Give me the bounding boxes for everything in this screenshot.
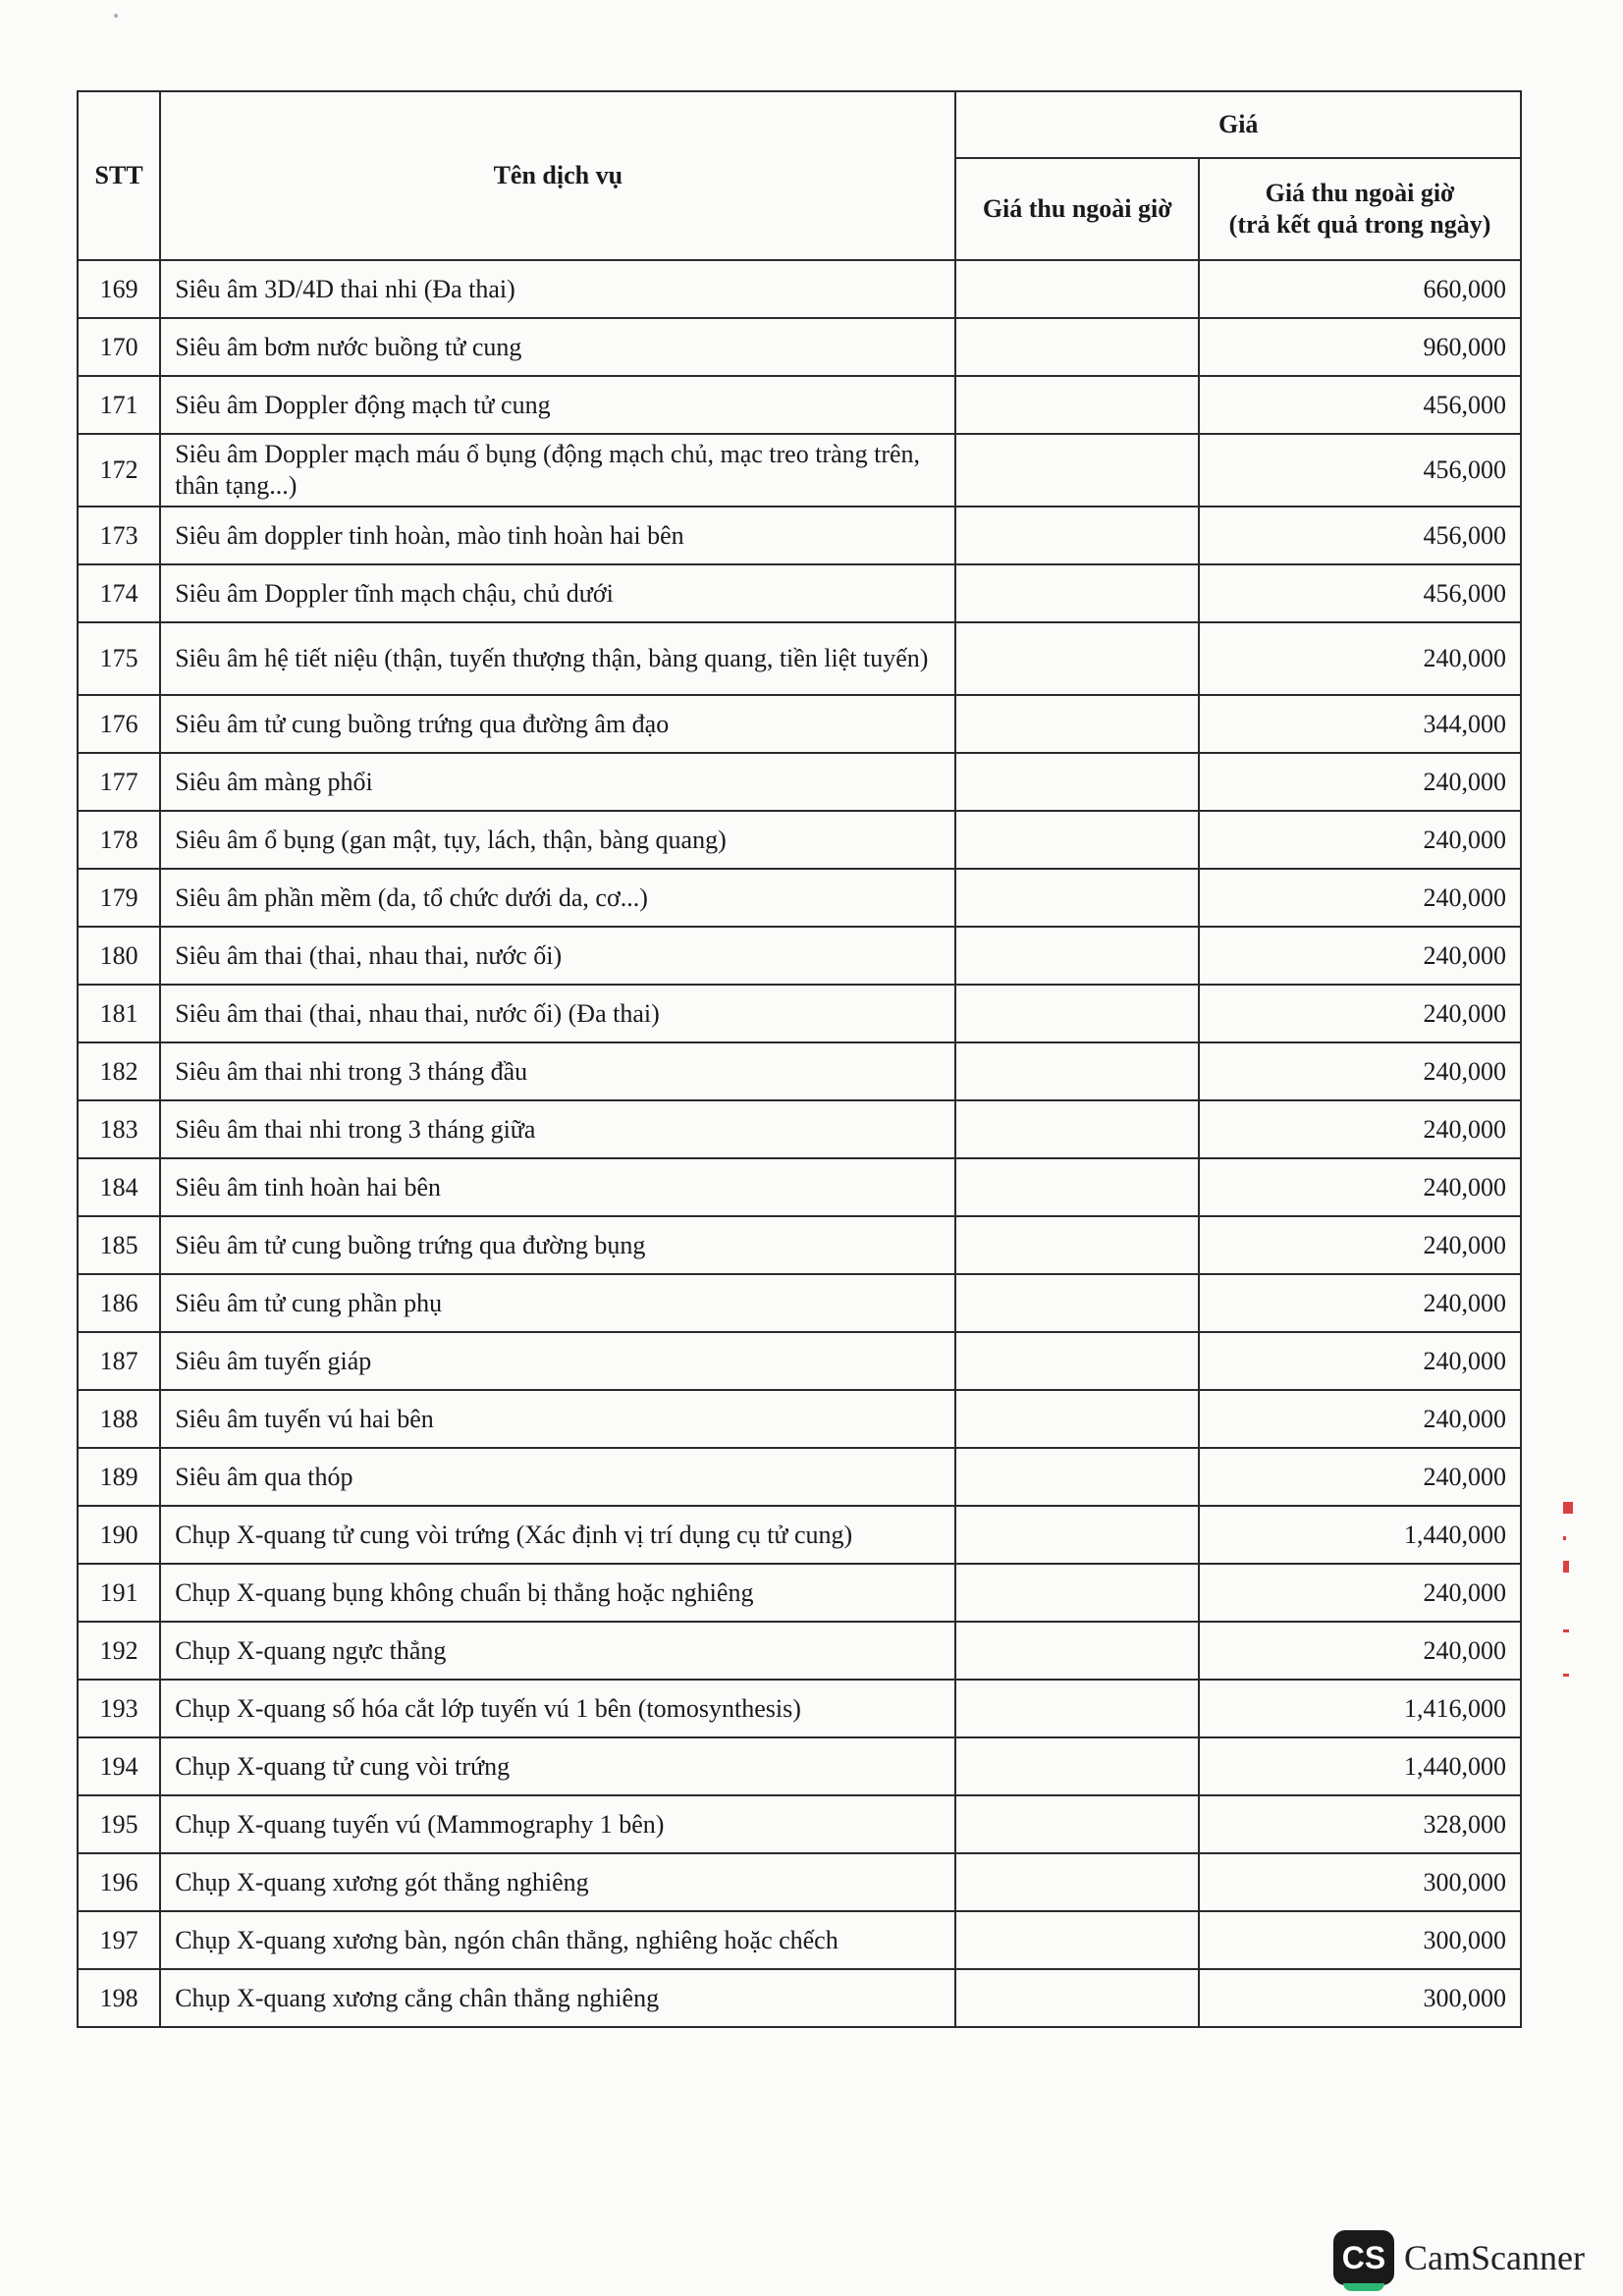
row-service-name: Siêu âm hệ tiết niệu (thận, tuyến thượng thận, bàng quang, tiền liệt tuyến) <box>160 622 955 695</box>
table-row <box>78 811 1521 869</box>
row-service-name: Chụp X-quang bụng không chuẩn bị thẳng hoặc nghiêng <box>160 1564 955 1622</box>
table-row <box>78 1737 1521 1795</box>
row-price-same-day: 240,000 <box>1199 1390 1521 1448</box>
row-price-after-hours <box>955 695 1199 753</box>
table-row <box>78 1564 1521 1622</box>
row-price-after-hours <box>955 622 1199 695</box>
header-stt: STT <box>78 91 160 260</box>
table-row <box>78 507 1521 564</box>
row-price-after-hours <box>955 507 1199 564</box>
header-price-after-hours: Giá thu ngoài giờ <box>955 158 1199 260</box>
row-stt: 172 <box>78 434 160 507</box>
row-price-same-day: 300,000 <box>1199 1969 1521 2027</box>
table-row <box>78 1390 1521 1448</box>
table-row <box>78 1795 1521 1853</box>
row-price-after-hours <box>955 985 1199 1042</box>
margin-mark <box>1563 1629 1569 1632</box>
row-price-same-day: 1,440,000 <box>1199 1506 1521 1564</box>
table-row <box>78 1042 1521 1100</box>
row-service-name: Siêu âm thai (thai, nhau thai, nước ối) <box>160 927 955 985</box>
row-price-same-day: 1,440,000 <box>1199 1737 1521 1795</box>
row-stt: 171 <box>78 376 160 434</box>
table-row <box>78 1100 1521 1158</box>
row-price-same-day: 240,000 <box>1199 869 1521 927</box>
row-service-name: Chụp X-quang số hóa cắt lớp tuyến vú 1 bên (tomosynthesis) <box>160 1680 955 1737</box>
margin-mark <box>1563 1502 1573 1514</box>
row-service-name: Siêu âm tử cung buồng trứng qua đường bụng <box>160 1216 955 1274</box>
row-service-name: Siêu âm Doppler động mạch tử cung <box>160 376 955 434</box>
price-table <box>77 90 1522 2028</box>
row-price-after-hours <box>955 1448 1199 1506</box>
row-stt: 189 <box>78 1448 160 1506</box>
row-price-same-day: 660,000 <box>1199 260 1521 318</box>
table-row <box>78 260 1521 318</box>
margin-mark <box>1563 1674 1569 1677</box>
row-price-same-day: 240,000 <box>1199 985 1521 1042</box>
row-price-same-day: 1,416,000 <box>1199 1680 1521 1737</box>
row-stt: 184 <box>78 1158 160 1216</box>
row-price-after-hours <box>955 1969 1199 2027</box>
row-service-name: Siêu âm thai nhi trong 3 tháng đầu <box>160 1042 955 1100</box>
row-price-same-day: 240,000 <box>1199 1216 1521 1274</box>
row-stt: 180 <box>78 927 160 985</box>
row-service-name: Chụp X-quang tử cung vòi trứng <box>160 1737 955 1795</box>
row-price-after-hours <box>955 869 1199 927</box>
row-stt: 192 <box>78 1622 160 1680</box>
camscanner-logo-icon: CS <box>1333 2230 1394 2285</box>
row-price-same-day: 300,000 <box>1199 1911 1521 1969</box>
row-stt: 182 <box>78 1042 160 1100</box>
table-row <box>78 1448 1521 1506</box>
row-price-after-hours <box>955 434 1199 507</box>
row-price-after-hours <box>955 1680 1199 1737</box>
margin-annotations <box>1561 1414 1585 1708</box>
row-price-after-hours <box>955 318 1199 376</box>
table-row <box>78 1622 1521 1680</box>
margin-mark <box>1563 1536 1566 1540</box>
table-row <box>78 927 1521 985</box>
row-price-after-hours <box>955 927 1199 985</box>
row-price-after-hours <box>955 1332 1199 1390</box>
row-stt: 176 <box>78 695 160 753</box>
table-row <box>78 1680 1521 1737</box>
row-price-same-day: 300,000 <box>1199 1853 1521 1911</box>
table-row <box>78 1274 1521 1332</box>
row-price-same-day: 456,000 <box>1199 376 1521 434</box>
row-price-after-hours <box>955 1564 1199 1622</box>
row-service-name: Siêu âm thai (thai, nhau thai, nước ối) (Đa thai) <box>160 985 955 1042</box>
row-price-after-hours <box>955 1911 1199 1969</box>
row-service-name: Siêu âm tinh hoàn hai bên <box>160 1158 955 1216</box>
row-price-same-day: 344,000 <box>1199 695 1521 753</box>
row-stt: 185 <box>78 1216 160 1274</box>
table-row <box>78 869 1521 927</box>
row-price-after-hours <box>955 811 1199 869</box>
header-service-name: Tên dịch vụ <box>160 91 955 260</box>
table-row <box>78 985 1521 1042</box>
row-price-same-day: 960,000 <box>1199 318 1521 376</box>
row-stt: 178 <box>78 811 160 869</box>
row-price-after-hours <box>955 260 1199 318</box>
row-price-same-day: 240,000 <box>1199 1158 1521 1216</box>
table-row <box>78 695 1521 753</box>
row-service-name: Chụp X-quang xương cẳng chân thẳng nghiêng <box>160 1969 955 2027</box>
scan-speck <box>114 14 118 18</box>
row-price-after-hours <box>955 1506 1199 1564</box>
row-price-after-hours <box>955 1158 1199 1216</box>
row-service-name: Chụp X-quang xương bàn, ngón chân thẳng, nghiêng hoặc chếch <box>160 1911 955 1969</box>
row-price-same-day: 240,000 <box>1199 1332 1521 1390</box>
table-row <box>78 318 1521 376</box>
row-price-after-hours <box>955 1100 1199 1158</box>
row-stt: 186 <box>78 1274 160 1332</box>
row-service-name: Chụp X-quang ngực thẳng <box>160 1622 955 1680</box>
row-service-name: Siêu âm thai nhi trong 3 tháng giữa <box>160 1100 955 1158</box>
row-stt: 198 <box>78 1969 160 2027</box>
camscanner-watermark <box>1333 2230 1585 2285</box>
row-service-name: Siêu âm bơm nước buồng tử cung <box>160 318 955 376</box>
row-service-name: Siêu âm phần mềm (da, tổ chức dưới da, cơ...) <box>160 869 955 927</box>
row-service-name: Siêu âm 3D/4D thai nhi (Đa thai) <box>160 260 955 318</box>
row-price-same-day: 240,000 <box>1199 927 1521 985</box>
table-row <box>78 1853 1521 1911</box>
row-stt: 173 <box>78 507 160 564</box>
row-stt: 195 <box>78 1795 160 1853</box>
row-price-same-day: 456,000 <box>1199 564 1521 622</box>
header-price-group: Giá <box>955 91 1521 158</box>
row-price-after-hours <box>955 376 1199 434</box>
row-price-after-hours <box>955 1390 1199 1448</box>
row-stt: 188 <box>78 1390 160 1448</box>
row-service-name: Siêu âm ổ bụng (gan mật, tụy, lách, thận, bàng quang) <box>160 811 955 869</box>
row-stt: 191 <box>78 1564 160 1622</box>
table-row <box>78 564 1521 622</box>
table-row <box>78 1216 1521 1274</box>
table-header-row <box>78 91 1521 158</box>
row-price-same-day: 240,000 <box>1199 1564 1521 1622</box>
row-price-same-day: 456,000 <box>1199 434 1521 507</box>
row-stt: 175 <box>78 622 160 695</box>
row-stt: 193 <box>78 1680 160 1737</box>
row-price-same-day: 240,000 <box>1199 1448 1521 1506</box>
row-service-name: Siêu âm Doppler mạch máu ổ bụng (động mạch chủ, mạc treo tràng trên, thân tạng...) <box>160 434 955 507</box>
row-stt: 169 <box>78 260 160 318</box>
table-row <box>78 1332 1521 1390</box>
row-price-after-hours <box>955 1737 1199 1795</box>
row-price-same-day: 240,000 <box>1199 1042 1521 1100</box>
row-service-name: Siêu âm Doppler tĩnh mạch chậu, chủ dưới <box>160 564 955 622</box>
row-stt: 183 <box>78 1100 160 1158</box>
row-stt: 190 <box>78 1506 160 1564</box>
table-row <box>78 1911 1521 1969</box>
row-stt: 196 <box>78 1853 160 1911</box>
camscanner-text: CamScanner <box>1404 2238 1585 2277</box>
row-price-same-day: 328,000 <box>1199 1795 1521 1853</box>
row-service-name: Siêu âm màng phổi <box>160 753 955 811</box>
row-stt: 197 <box>78 1911 160 1969</box>
table-row <box>78 1506 1521 1564</box>
row-price-same-day: 456,000 <box>1199 507 1521 564</box>
row-price-same-day: 240,000 <box>1199 1622 1521 1680</box>
table-row <box>78 1158 1521 1216</box>
row-service-name: Siêu âm tuyến giáp <box>160 1332 955 1390</box>
row-stt: 170 <box>78 318 160 376</box>
row-price-same-day: 240,000 <box>1199 622 1521 695</box>
table-row <box>78 434 1521 507</box>
row-service-name: Chụp X-quang tuyến vú (Mammography 1 bên) <box>160 1795 955 1853</box>
row-service-name: Chụp X-quang xương gót thẳng nghiêng <box>160 1853 955 1911</box>
row-stt: 179 <box>78 869 160 927</box>
row-price-after-hours <box>955 1216 1199 1274</box>
row-price-after-hours <box>955 1853 1199 1911</box>
table-row <box>78 622 1521 695</box>
row-service-name: Siêu âm tử cung phần phụ <box>160 1274 955 1332</box>
row-stt: 181 <box>78 985 160 1042</box>
margin-mark <box>1563 1561 1569 1573</box>
row-stt: 194 <box>78 1737 160 1795</box>
row-price-same-day: 240,000 <box>1199 811 1521 869</box>
row-price-after-hours <box>955 564 1199 622</box>
row-service-name: Chụp X-quang tử cung vòi trứng (Xác định vị trí dụng cụ tử cung) <box>160 1506 955 1564</box>
header-price-same-day <box>1199 158 1521 260</box>
table-row <box>78 753 1521 811</box>
header-price-same-day-line2: (trả kết quả trong ngày) <box>1228 210 1491 239</box>
row-price-after-hours <box>955 753 1199 811</box>
row-price-same-day: 240,000 <box>1199 1274 1521 1332</box>
table-row <box>78 1969 1521 2027</box>
row-service-name: Siêu âm qua thóp <box>160 1448 955 1506</box>
table-row <box>78 376 1521 434</box>
row-price-after-hours <box>955 1622 1199 1680</box>
row-price-after-hours <box>955 1795 1199 1853</box>
row-price-same-day: 240,000 <box>1199 753 1521 811</box>
row-service-name: Siêu âm tử cung buồng trứng qua đường âm đạo <box>160 695 955 753</box>
row-service-name: Siêu âm doppler tinh hoàn, mào tinh hoàn hai bên <box>160 507 955 564</box>
row-stt: 174 <box>78 564 160 622</box>
row-service-name: Siêu âm tuyến vú hai bên <box>160 1390 955 1448</box>
row-stt: 187 <box>78 1332 160 1390</box>
header-price-same-day-line1: Giá thu ngoài giờ <box>1265 179 1455 207</box>
row-price-after-hours <box>955 1042 1199 1100</box>
row-price-same-day: 240,000 <box>1199 1100 1521 1158</box>
row-stt: 177 <box>78 753 160 811</box>
row-price-after-hours <box>955 1274 1199 1332</box>
